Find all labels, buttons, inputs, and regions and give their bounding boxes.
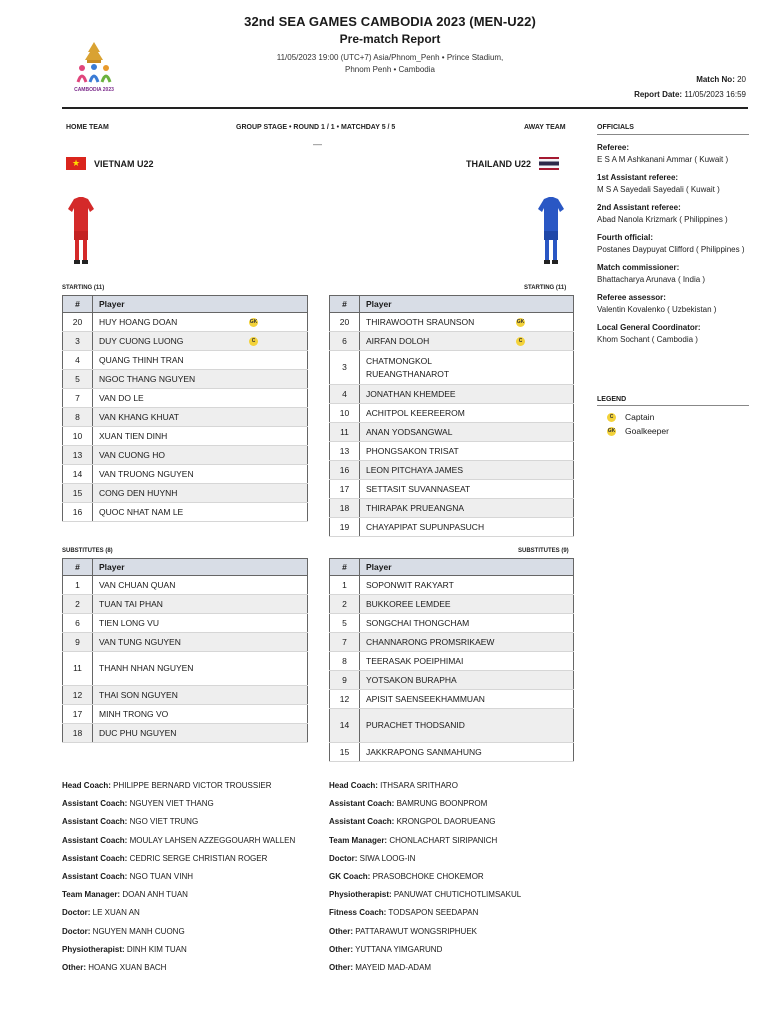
player-name: ANAN YODSANGWAL — [366, 427, 453, 437]
player-cell — [360, 671, 574, 690]
player-cell — [93, 313, 308, 332]
table-row — [63, 633, 308, 652]
player-number: 15 — [330, 743, 360, 762]
player-cell — [93, 595, 308, 614]
staff-role: Head Coach: — [329, 781, 378, 790]
legend-captain-label: Captain — [625, 412, 655, 422]
player-name: YOTSAKON BURAPHA — [366, 675, 457, 685]
player-name: CHANNARONG PROMSRIKAEW — [366, 637, 495, 647]
num-col-header: # — [330, 296, 360, 313]
legend-goalkeeper-label: Goalkeeper — [625, 426, 669, 436]
staff-name: ITHSARA SRITHARO — [377, 781, 458, 790]
player-number: 2 — [330, 595, 360, 614]
official-name: Valentin Kovalenko ( Uzbekistan ) — [597, 305, 717, 314]
table-row — [330, 423, 574, 442]
player-col-header: Player — [93, 559, 308, 576]
staff-name: NGUYEN MANH CUONG — [90, 926, 185, 936]
player-name: DUC PHU NGUYEN — [99, 728, 177, 738]
staff-name: KRONGPOL DAORUEANG — [394, 817, 496, 827]
legend-panel — [597, 396, 749, 438]
staff-name: PRASOBCHOKE CHOKEMOR — [370, 871, 484, 881]
match-info-line-2: Phnom Penh • Cambodia — [345, 65, 435, 74]
player-number: 17 — [63, 705, 93, 724]
staff-role: Assistant Coach: — [62, 817, 128, 827]
staff-row — [62, 853, 295, 871]
player-number: 8 — [63, 408, 93, 427]
table-row — [330, 633, 574, 652]
staff-row — [329, 889, 521, 907]
player-cell — [93, 446, 308, 465]
staff-row — [329, 926, 521, 944]
player-number: 5 — [330, 614, 360, 633]
thailand-flag-icon — [539, 157, 559, 170]
staff-name: PHILIPPE BERNARD VICTOR TROUSSIER — [110, 781, 272, 790]
away-subs-table — [329, 558, 574, 762]
official-name: Abad Nanola Krizmark ( Philippines ) — [597, 215, 728, 224]
table-row — [63, 389, 308, 408]
player-col-header: Player — [93, 296, 308, 313]
staff-row — [329, 835, 521, 853]
staff-row — [62, 780, 295, 798]
staff-row — [329, 853, 521, 871]
staff-row — [62, 962, 295, 980]
official-item — [597, 202, 749, 226]
captain-badge-icon: C — [607, 413, 616, 422]
home-team-name: VIETNAM U22 — [94, 158, 154, 169]
player-number: 10 — [330, 404, 360, 423]
home-subs-label: SUBSTITUTES (8) — [62, 548, 113, 554]
player-name: JAKKRAPONG SANMAHUNG — [366, 747, 482, 757]
player-number: 11 — [63, 652, 93, 686]
table-row — [63, 370, 308, 389]
staff-row — [62, 871, 295, 889]
staff-role: Team Manager: — [329, 835, 388, 845]
staff-role: Other: — [329, 962, 353, 972]
table-row — [63, 446, 308, 465]
away-subs-label: SUBSTITUTES (9) — [518, 548, 569, 554]
staff-name: BAMRUNG BOONPROM — [394, 799, 488, 809]
player-number: 20 — [330, 313, 360, 332]
player-cell — [360, 652, 574, 671]
player-cell — [93, 351, 308, 370]
table-row — [330, 499, 574, 518]
player-number: 13 — [63, 446, 93, 465]
player-name: VAN CUONG HO — [99, 450, 165, 460]
player-name: SONGCHAI THONGCHAM — [366, 618, 470, 628]
player-cell — [93, 332, 308, 351]
staff-role: Assistant Coach: — [62, 799, 128, 809]
player-number: 12 — [330, 690, 360, 709]
player-name: CHATMONGKOL RUEANGTHANAROT — [366, 355, 450, 379]
player-number: 19 — [330, 518, 360, 537]
staff-row — [62, 944, 295, 962]
staff-name: DINH KIM TUAN — [124, 944, 187, 954]
table-row — [330, 313, 574, 332]
player-number: 1 — [63, 576, 93, 595]
player-name-line-2: RUEANGTHANAROT — [366, 368, 450, 379]
official-name: E S A M Ashkanani Ammar ( Kuwait ) — [597, 155, 729, 164]
staff-role: Other: — [329, 926, 353, 936]
staff-name: NGO VIET TRUNG — [127, 817, 199, 827]
goalkeeper-badge-icon: GK — [607, 427, 616, 434]
staff-role: Physiotherapist: — [329, 890, 392, 900]
player-number: 9 — [63, 633, 93, 652]
player-name: THAI SON NGUYEN — [99, 690, 178, 700]
player-cell — [360, 385, 574, 404]
player-cell — [360, 332, 574, 351]
player-number: 13 — [330, 442, 360, 461]
table-row — [63, 503, 308, 522]
staff-row — [329, 962, 521, 980]
staff-name: SIWA LOOG-IN — [357, 853, 416, 863]
player-name: ACHITPOL KEEREEROM — [366, 408, 465, 418]
player-name: XUAN TIEN DINH — [99, 431, 168, 441]
home-team — [66, 157, 154, 170]
table-row — [63, 332, 308, 351]
staff-name: LE XUAN AN — [90, 908, 140, 918]
player-number: 3 — [330, 351, 360, 385]
table-row — [63, 614, 308, 633]
staff-role: Team Manager: — [62, 890, 121, 900]
player-number: 17 — [330, 480, 360, 499]
table-row — [330, 671, 574, 690]
table-row — [63, 686, 308, 705]
player-number: 6 — [330, 332, 360, 351]
officials-title: OFFICIALS — [597, 124, 749, 135]
vietnam-flag-icon: ★ — [66, 157, 86, 170]
official-role: Referee: — [597, 143, 630, 152]
table-row — [330, 576, 574, 595]
home-staff-list — [62, 780, 295, 980]
player-cell — [93, 705, 308, 724]
player-name: JONATHAN KHEMDEE — [366, 389, 456, 399]
player-name: NGOC THANG NGUYEN — [99, 374, 196, 384]
player-number: 15 — [63, 484, 93, 503]
staff-name: PANUWAT CHUTICHOTLIMSAKUL — [391, 890, 522, 900]
match-number: Match No: 20 — [696, 75, 746, 84]
table-row — [330, 652, 574, 671]
player-number: 9 — [330, 671, 360, 690]
home-subs-table — [62, 558, 308, 743]
staff-role: Assistant Coach: — [329, 799, 395, 809]
captain-badge-icon: C — [249, 337, 258, 346]
player-number: 8 — [330, 652, 360, 671]
player-cell — [93, 503, 308, 522]
table-row — [63, 484, 308, 503]
staff-row — [329, 798, 521, 816]
svg-text:CAMBODIA 2023: CAMBODIA 2023 — [74, 87, 114, 93]
player-name: SETTASIT SUVANNASEAT — [366, 484, 471, 494]
player-number: 18 — [330, 499, 360, 518]
player-cell — [93, 633, 308, 652]
staff-name: NGUYEN VIET THANG — [127, 799, 214, 809]
staff-row — [62, 907, 295, 925]
goalkeeper-badge-icon: GK — [516, 319, 525, 326]
player-number: 7 — [330, 633, 360, 652]
player-cell — [93, 484, 308, 503]
legend-title: LEGEND — [597, 396, 749, 406]
player-name: DUY CUONG LUONG — [99, 335, 184, 346]
player-cell — [360, 709, 574, 743]
player-cell — [360, 499, 574, 518]
player-cell — [360, 404, 574, 423]
report-title-block — [180, 14, 600, 76]
player-name: THANH NHAN NGUYEN — [99, 663, 194, 673]
player-cell — [360, 690, 574, 709]
player-number: 10 — [63, 427, 93, 446]
home-team-label: HOME TEAM — [66, 124, 109, 131]
staff-row — [329, 907, 521, 925]
staff-name: MOULAY LAHSEN AZZEGGOUARH WALLEN — [127, 835, 296, 845]
official-name: Khom Sochant ( Cambodia ) — [597, 335, 698, 344]
match-meta — [634, 72, 746, 102]
player-name: PHONGSAKON TRISAT — [366, 446, 459, 456]
player-number: 4 — [63, 351, 93, 370]
player-cell — [360, 423, 574, 442]
table-row — [63, 595, 308, 614]
official-item — [597, 172, 749, 196]
away-team-label: AWAY TEAM — [524, 124, 566, 131]
player-number: 1 — [330, 576, 360, 595]
report-subtitle: Pre-match Report — [339, 32, 441, 46]
player-name: TIEN LONG VU — [99, 618, 159, 628]
player-name: VAN TRUONG NGUYEN — [99, 469, 194, 479]
player-name: CHAYAPIPAT SUPUNPASUCH — [366, 522, 485, 532]
player-name: THIRAPAK PRUEANGNA — [366, 503, 465, 513]
official-item — [597, 292, 749, 316]
num-col-header: # — [330, 559, 360, 576]
player-number: 3 — [63, 332, 93, 351]
table-row — [63, 576, 308, 595]
official-item — [597, 142, 749, 166]
table-row — [330, 614, 574, 633]
legend-captain — [597, 410, 749, 424]
staff-role: Doctor: — [62, 926, 91, 936]
staff-role: Assistant Coach: — [62, 871, 128, 881]
sea-games-logo — [70, 40, 118, 96]
staff-role: Assistant Coach: — [62, 853, 128, 863]
score-separator: — — [313, 139, 322, 149]
away-team-name: THAILAND U22 — [466, 158, 532, 169]
player-cell — [93, 370, 308, 389]
official-role: Local General Coordinator: — [597, 323, 701, 332]
official-item — [597, 322, 749, 346]
player-cell — [360, 442, 574, 461]
player-name: SOPONWIT RAKYART — [366, 580, 454, 590]
player-name: QUOC NHAT NAM LE — [99, 507, 184, 517]
report-date: Report Date: 11/05/2023 16:59 — [634, 90, 746, 99]
staff-row — [62, 926, 295, 944]
player-number: 11 — [330, 423, 360, 442]
away-staff-list — [329, 780, 521, 980]
player-name: AIRFAN DOLOH — [366, 335, 430, 346]
player-cell — [360, 518, 574, 537]
table-row — [330, 351, 574, 385]
player-number: 6 — [63, 614, 93, 633]
table-row — [63, 465, 308, 484]
staff-name: DOAN ANH TUAN — [120, 890, 188, 900]
player-cell — [93, 724, 308, 743]
away-starting-label: STARTING (11) — [524, 285, 567, 291]
player-number: 18 — [63, 724, 93, 743]
staff-role: Assistant Coach: — [62, 835, 128, 845]
player-cell — [93, 576, 308, 595]
table-row — [330, 442, 574, 461]
staff-role: Doctor: — [62, 908, 91, 918]
player-cell — [93, 686, 308, 705]
table-row — [63, 351, 308, 370]
match-info-line-1: 11/05/2023 19:00 (UTC+7) Asia/Phnom_Penh • Prince Stadium, — [276, 53, 504, 62]
table-row — [330, 709, 574, 743]
staff-row — [62, 798, 295, 816]
player-col-header: Player — [360, 296, 574, 313]
officials-panel — [597, 124, 749, 352]
table-row — [330, 385, 574, 404]
player-number: 16 — [63, 503, 93, 522]
player-name: TEERASAK POEIPHIMAI — [366, 656, 464, 666]
player-cell — [360, 595, 574, 614]
player-cell — [93, 614, 308, 633]
player-name: VAN CHUAN QUAN — [99, 580, 176, 590]
player-name: VAN TUNG NGUYEN — [99, 637, 181, 647]
official-role: 2nd Assistant referee: — [597, 203, 681, 212]
player-number: 2 — [63, 595, 93, 614]
header-divider — [62, 107, 748, 109]
captain-badge-icon: C — [516, 337, 525, 346]
goalkeeper-badge-icon: GK — [249, 319, 258, 326]
table-row — [330, 743, 574, 762]
official-role: Fourth official: — [597, 233, 653, 242]
player-cell — [93, 408, 308, 427]
player-cell — [360, 633, 574, 652]
table-row — [63, 427, 308, 446]
staff-row — [62, 889, 295, 907]
official-item — [597, 262, 749, 286]
player-number: 14 — [63, 465, 93, 484]
player-name: HUY HOANG DOAN — [99, 316, 178, 327]
official-role: Match commissioner: — [597, 263, 680, 272]
player-name: VAN KHANG KHUAT — [99, 412, 179, 422]
player-name: CONG DEN HUYNH — [99, 488, 178, 498]
staff-role: Other: — [329, 944, 353, 954]
staff-row — [62, 816, 295, 834]
player-name: THIRAWOOTH SRAUNSON — [366, 316, 475, 327]
player-cell — [93, 465, 308, 484]
table-row — [63, 408, 308, 427]
staff-role: Assistant Coach: — [329, 817, 395, 827]
report-title: 32nd SEA GAMES CAMBODIA 2023 (MEN-U22) — [244, 14, 536, 29]
staff-role: Head Coach: — [62, 781, 111, 790]
home-kit-icon — [66, 195, 96, 267]
official-item — [597, 232, 749, 256]
player-number: 16 — [330, 461, 360, 480]
staff-row — [329, 780, 521, 798]
player-cell — [360, 614, 574, 633]
player-number: 4 — [330, 385, 360, 404]
player-name: TUAN TAI PHAN — [99, 599, 163, 609]
table-row — [330, 332, 574, 351]
player-name: APISIT SAENSEEKHAMMUAN — [366, 694, 485, 704]
home-starting-table — [62, 295, 308, 522]
player-number: 20 — [63, 313, 93, 332]
staff-name: YUTTANA YIMGARUND — [353, 944, 443, 954]
official-name: Bhattacharya Arunava ( India ) — [597, 275, 706, 284]
away-starting-table — [329, 295, 574, 537]
staff-role: Fitness Coach: — [329, 908, 387, 918]
staff-name: HOANG XUAN BACH — [86, 962, 167, 972]
table-row — [63, 705, 308, 724]
staff-role: Other: — [62, 962, 86, 972]
player-number: 12 — [63, 686, 93, 705]
staff-name: PATTARAWUT WONGSRIPHUEK — [353, 926, 478, 936]
staff-name: TODSAPON SEEDAPAN — [386, 908, 479, 918]
num-col-header: # — [63, 296, 93, 313]
player-cell — [360, 313, 574, 332]
table-row — [330, 518, 574, 537]
player-name: PURACHET THODSANID — [366, 720, 465, 730]
player-name: QUANG THINH TRAN — [99, 355, 184, 365]
staff-row — [329, 871, 521, 889]
official-name: Postanes Daypuyat Clifford ( Philippines ) — [597, 245, 745, 254]
num-col-header: # — [63, 559, 93, 576]
table-row — [330, 480, 574, 499]
player-name: VAN DO LE — [99, 393, 144, 403]
table-row — [330, 690, 574, 709]
official-role: Referee assessor: — [597, 293, 666, 302]
player-col-header: Player — [360, 559, 574, 576]
table-row — [63, 313, 308, 332]
player-cell — [360, 480, 574, 499]
official-name: M S A Sayedali Sayedali ( Kuwait ) — [597, 185, 720, 194]
player-name: BUKKOREE LEMDEE — [366, 599, 451, 609]
player-cell — [360, 743, 574, 762]
home-starting-label: STARTING (11) — [62, 285, 105, 291]
staff-name: MAYEID MAD-ADAM — [353, 962, 432, 972]
table-row — [330, 461, 574, 480]
legend-goalkeeper — [597, 424, 749, 438]
player-number: 14 — [330, 709, 360, 743]
table-row — [63, 724, 308, 743]
staff-role: Physiotherapist: — [62, 944, 125, 954]
away-team — [466, 157, 559, 170]
player-cell — [360, 576, 574, 595]
player-number: 5 — [63, 370, 93, 389]
staff-name: CEDRIC SERGE CHRISTIAN ROGER — [127, 853, 268, 863]
player-cell — [360, 351, 574, 385]
official-role: 1st Assistant referee: — [597, 173, 679, 182]
player-name: MINH TRONG VO — [99, 709, 169, 719]
player-cell — [93, 652, 308, 686]
player-cell — [93, 389, 308, 408]
staff-row — [329, 944, 521, 962]
staff-row — [329, 816, 521, 834]
player-cell — [93, 427, 308, 446]
staff-row — [62, 835, 295, 853]
staff-name: NGO TUAN VINH — [127, 871, 193, 881]
player-cell — [360, 461, 574, 480]
stage-label: GROUP STAGE • ROUND 1 / 1 • MATCHDAY 5 / 5 — [236, 124, 396, 131]
table-row — [63, 652, 308, 686]
table-row — [330, 404, 574, 423]
staff-role: Doctor: — [329, 853, 358, 863]
table-row — [330, 595, 574, 614]
away-kit-icon — [536, 195, 566, 267]
player-number: 7 — [63, 389, 93, 408]
staff-name: CHONLACHART SIRIPANICH — [387, 835, 498, 845]
player-name: LEON PITCHAYA JAMES — [366, 465, 463, 475]
staff-role: GK Coach: — [329, 871, 371, 881]
